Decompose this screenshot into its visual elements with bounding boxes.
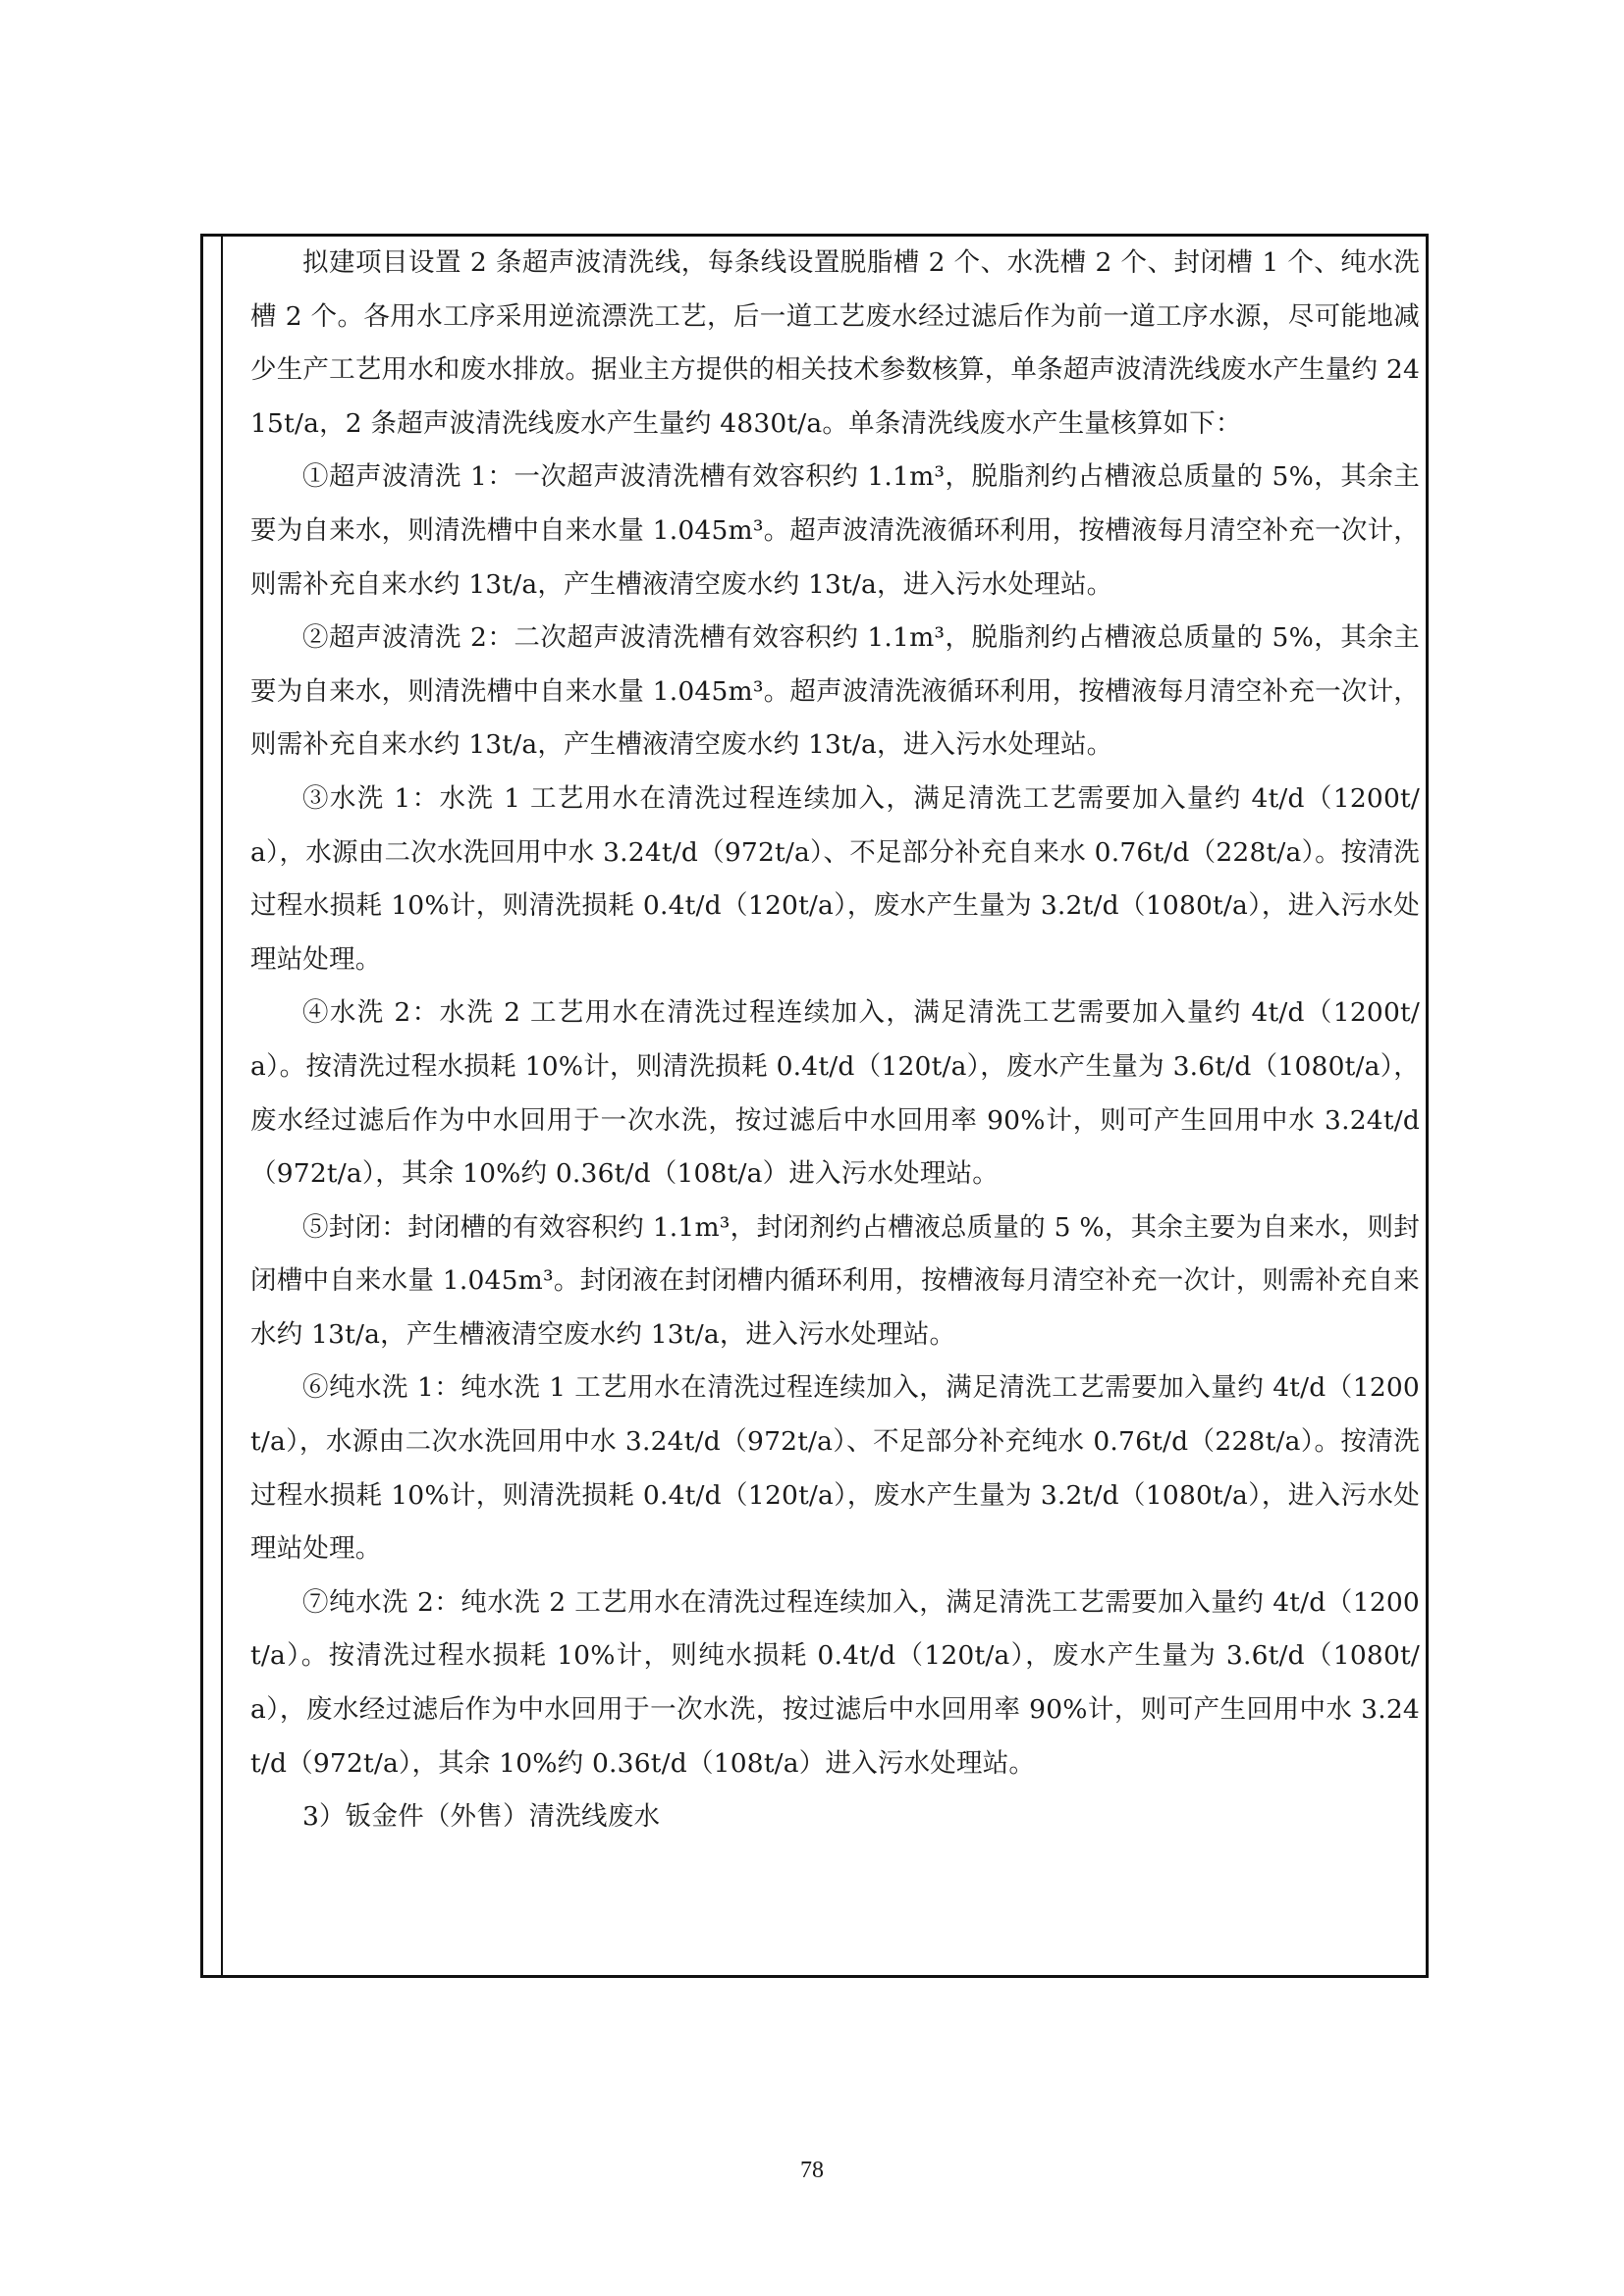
- paragraph-pure-water-wash-1: ⑥纯水洗 1：纯水洗 1 工艺用水在清洗过程连续加入，满足清洗工艺需要加入量约 4t/d（1200t/a），水源由二次水洗回用中水 3.24t/d（972t/a）、不足部分补充纯水 0.76t/d（228t/a）。按清洗过程水损耗 10%计，则清洗损耗 0.4t/d（120t/a），废水产生量为 3.2t/d（1080t/a），进入污水处理站处理。: [250, 1372, 1420, 1565]
- paragraph-intro: 拟建项目设置 2 条超声波清洗线，每条线设置脱脂槽 2 个、水洗槽 2 个、封闭槽 1 个、纯水洗槽 2 个。各用水工序采用逆流漂洗工艺，后一道工艺废水经过滤后作为前一道工序水源，尽可能地减少生产工艺用水和废水排放。据业主方提供的相关技术参数核算，单条超声波清洗线废水产生量约 2415t/a，2 条超声波清洗线废水产生量约 4830t/a。单条清洗线废水产生量核算如下：: [250, 247, 1420, 439]
- paragraph-pure-water-wash-2: ⑦纯水洗 2：纯水洗 2 工艺用水在清洗过程连续加入，满足清洗工艺需要加入量约 4t/d（1200t/a）。按清洗过程水损耗 10%计，则纯水损耗 0.4t/d（120t/a），废水产生量为 3.6t/d（1080t/a），废水经过滤后作为中水回用于一次水洗，按过滤后中水回用率 90%计，则可产生回用中水 3.24t/d（972t/a），其余 10%约 0.36t/d（108t/a）进入污水处理站。: [250, 1586, 1420, 1779]
- document-body: [250, 237, 1420, 1975]
- paragraph-ultrasonic-clean-1: ①超声波清洗 1：一次超声波清洗槽有效容积约 1.1m³，脱脂剂约占槽液总质量的 5%，其余主要为自来水，则清洗槽中自来水量 1.045m³。超声波清洗液循环利用，按槽液每月清空补充一次计，则需补充自来水约 13t/a，产生槽液清空废水约 13t/a，进入污水处理站。: [250, 461, 1420, 600]
- paragraph-water-wash-1: ③水洗 1：水洗 1 工艺用水在清洗过程连续加入，满足清洗工艺需要加入量约 4t/d（1200t/a），水源由二次水洗回用中水 3.24t/d（972t/a）、不足部分补充自来水 0.76t/d（228t/a）。按清洗过程水损耗 10%计，则清洗损耗 0.4t/d（120t/a），废水产生量为 3.2t/d（1080t/a），进入污水处理站处理。: [250, 782, 1420, 975]
- page-number: 78: [800, 2158, 824, 2183]
- paragraph-ultrasonic-clean-2: ②超声波清洗 2：二次超声波清洗槽有效容积约 1.1m³，脱脂剂约占槽液总质量的 5%，其余主要为自来水，则清洗槽中自来水量 1.045m³。超声波清洗液循环利用，按槽液每月清空补充一次计，则需补充自来水约 13t/a，产生槽液清空废水约 13t/a，进入污水处理站。: [250, 622, 1420, 761]
- left-column-divider: [221, 237, 223, 1975]
- paragraph-water-wash-2: ④水洗 2：水洗 2 工艺用水在清洗过程连续加入，满足清洗工艺需要加入量约 4t/d（1200t/a）。按清洗过程水损耗 10%计，则清洗损耗 0.4t/d（120t/a），废水产生量为 3.6t/d（1080t/a），废水经过滤后作为中水回用于一次水洗，按过滤后中水回用率 90%计，则可产生回用中水 3.24t/d（972t/a），其余 10%约 0.36t/d（108t/a）进入污水处理站。: [250, 997, 1420, 1190]
- content-table-frame: [200, 234, 1429, 1978]
- paragraph-sheet-metal-heading: 3）钣金件（外售）清洗线废水: [302, 1801, 661, 1833]
- paragraph-sealing: ⑤封闭：封闭槽的有效容积约 1.1m³，封闭剂约占槽液总质量的 5 %，其余主要为自来水，则封闭槽中自来水量 1.045m³。封闭液在封闭槽内循环利用，按槽液每月清空补充一次计，则需补充自来水约 13t/a，产生槽液清空废水约 13t/a，进入污水处理站。: [250, 1211, 1420, 1350]
